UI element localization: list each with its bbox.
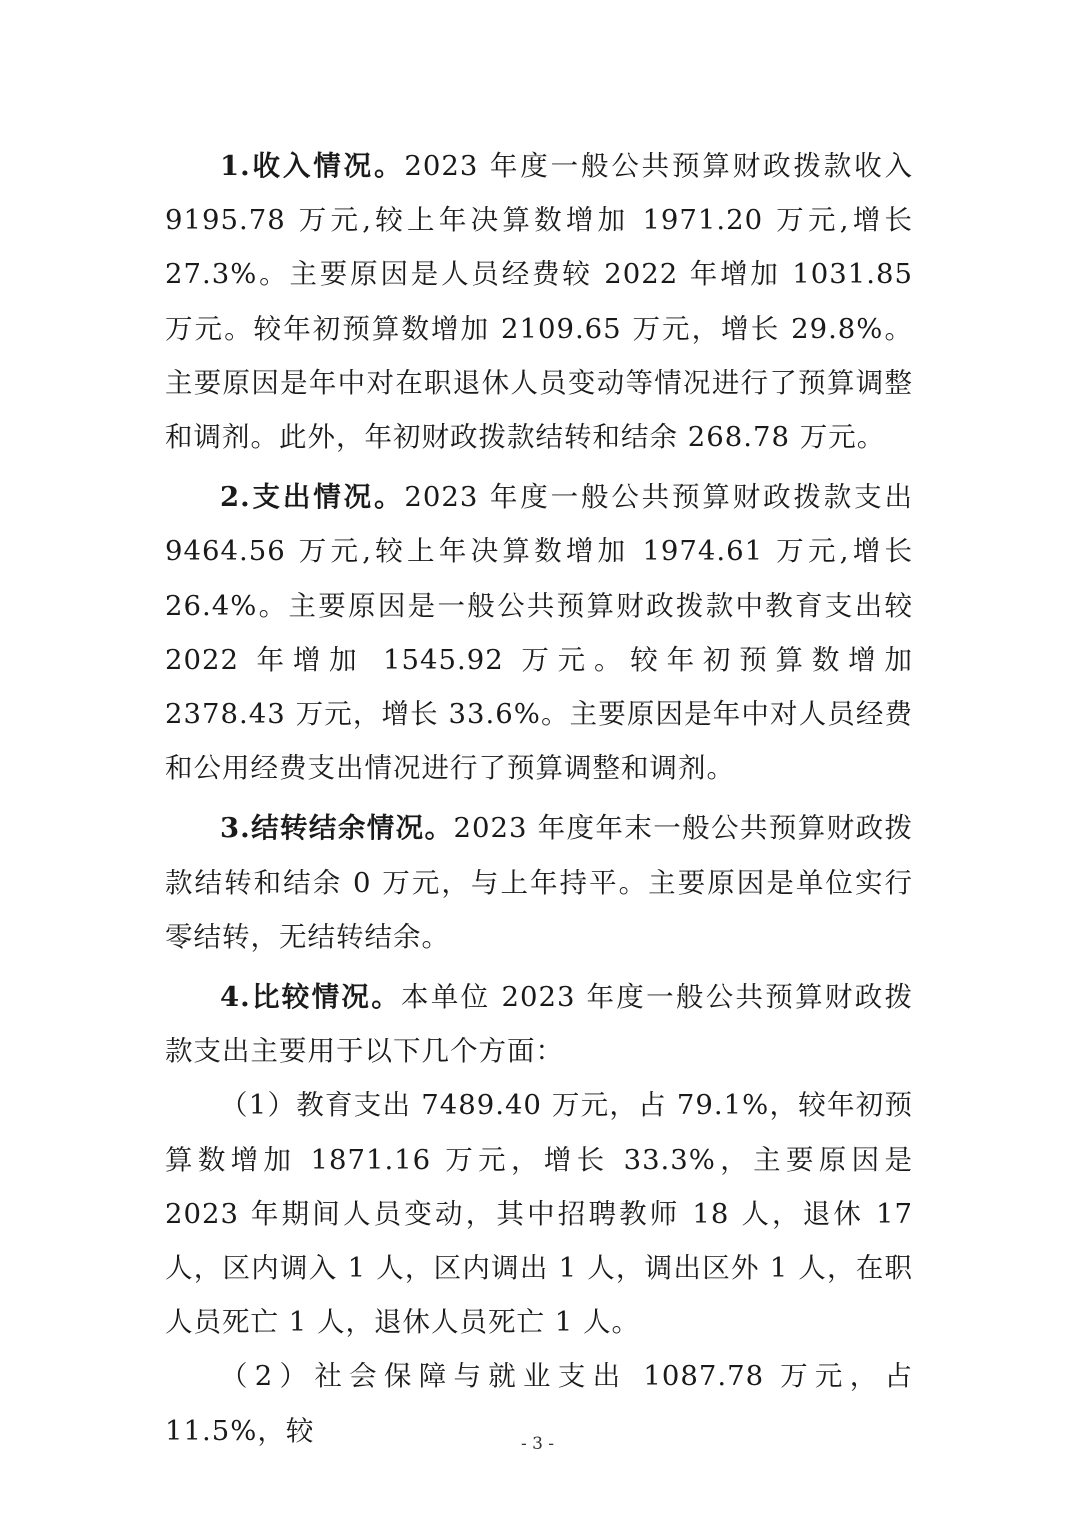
paragraph-heading-expenditure: 2.支出情况。 <box>220 481 405 514</box>
document-body <box>165 139 913 1458</box>
paragraph-comparison <box>165 970 913 1078</box>
paragraph-text-expenditure: 2023 年度一般公共预算财政拨款支出 9464.56 万元,较上年决算数增加 1974.61 万元,增长 26.4%。主要原因是一般公共预算财政拨款中教育支出较 2022 年增加 1545.92 万元。较年初预算数增加 2378.43 万元，增长 33.6%。主要原因是年中对人员经费和公用经费支出情况进行了预算调整和调剂。 <box>165 481 913 785</box>
paragraph-text-social-security: （2）社会保障与就业支出 1087.78 万元，占 11.5%，较 <box>165 1360 913 1447</box>
paragraph-text-education: （1）教育支出 7489.40 万元，占 79.1%，较年初预算数增加 1871.16 万元，增长 33.3%，主要原因是 2023 年期间人员变动，其中招聘教师 18 人，退休 17 人，区内调入 1 人，区内调出 1 人，调出区外 1 人，在职人员死亡 1 人，退休人员死亡 1 人。 <box>165 1089 913 1339</box>
paragraph-heading-comparison: 4.比较情况。 <box>220 981 402 1014</box>
page-number: - 3 - <box>520 1434 555 1454</box>
paragraph-carryover <box>165 801 913 964</box>
paragraph-income <box>165 139 913 464</box>
paragraph-text-income: 2023 年度一般公共预算财政拨款收入 9195.78 万元,较上年决算数增加 1971.20 万元,增长 27.3%。主要原因是人员经费较 2022 年增加 1031.85 万元。较年初预算数增加 2109.65 万元，增长 29.8%。主要原因是年中对在职退休人员变动等情况进行了预算调整和调剂。此外，年初财政拨款结转和结余 268.78 万元。 <box>165 150 913 454</box>
paragraph-education <box>165 1078 913 1349</box>
paragraph-heading-carryover: 3.结转结余情况。 <box>220 812 454 845</box>
paragraph-text-carryover: 2023 年度年末一般公共预算财政拨款结转和结余 0 万元，与上年持平。主要原因是单位实行零结转，无结转结余。 <box>165 812 913 953</box>
paragraph-heading-income: 1.收入情况。 <box>220 150 405 182</box>
paragraph-expenditure <box>165 470 913 795</box>
paragraph-text-comparison: 本单位 2023 年度一般公共预算财政拨款支出主要用于以下几个方面： <box>165 981 913 1068</box>
